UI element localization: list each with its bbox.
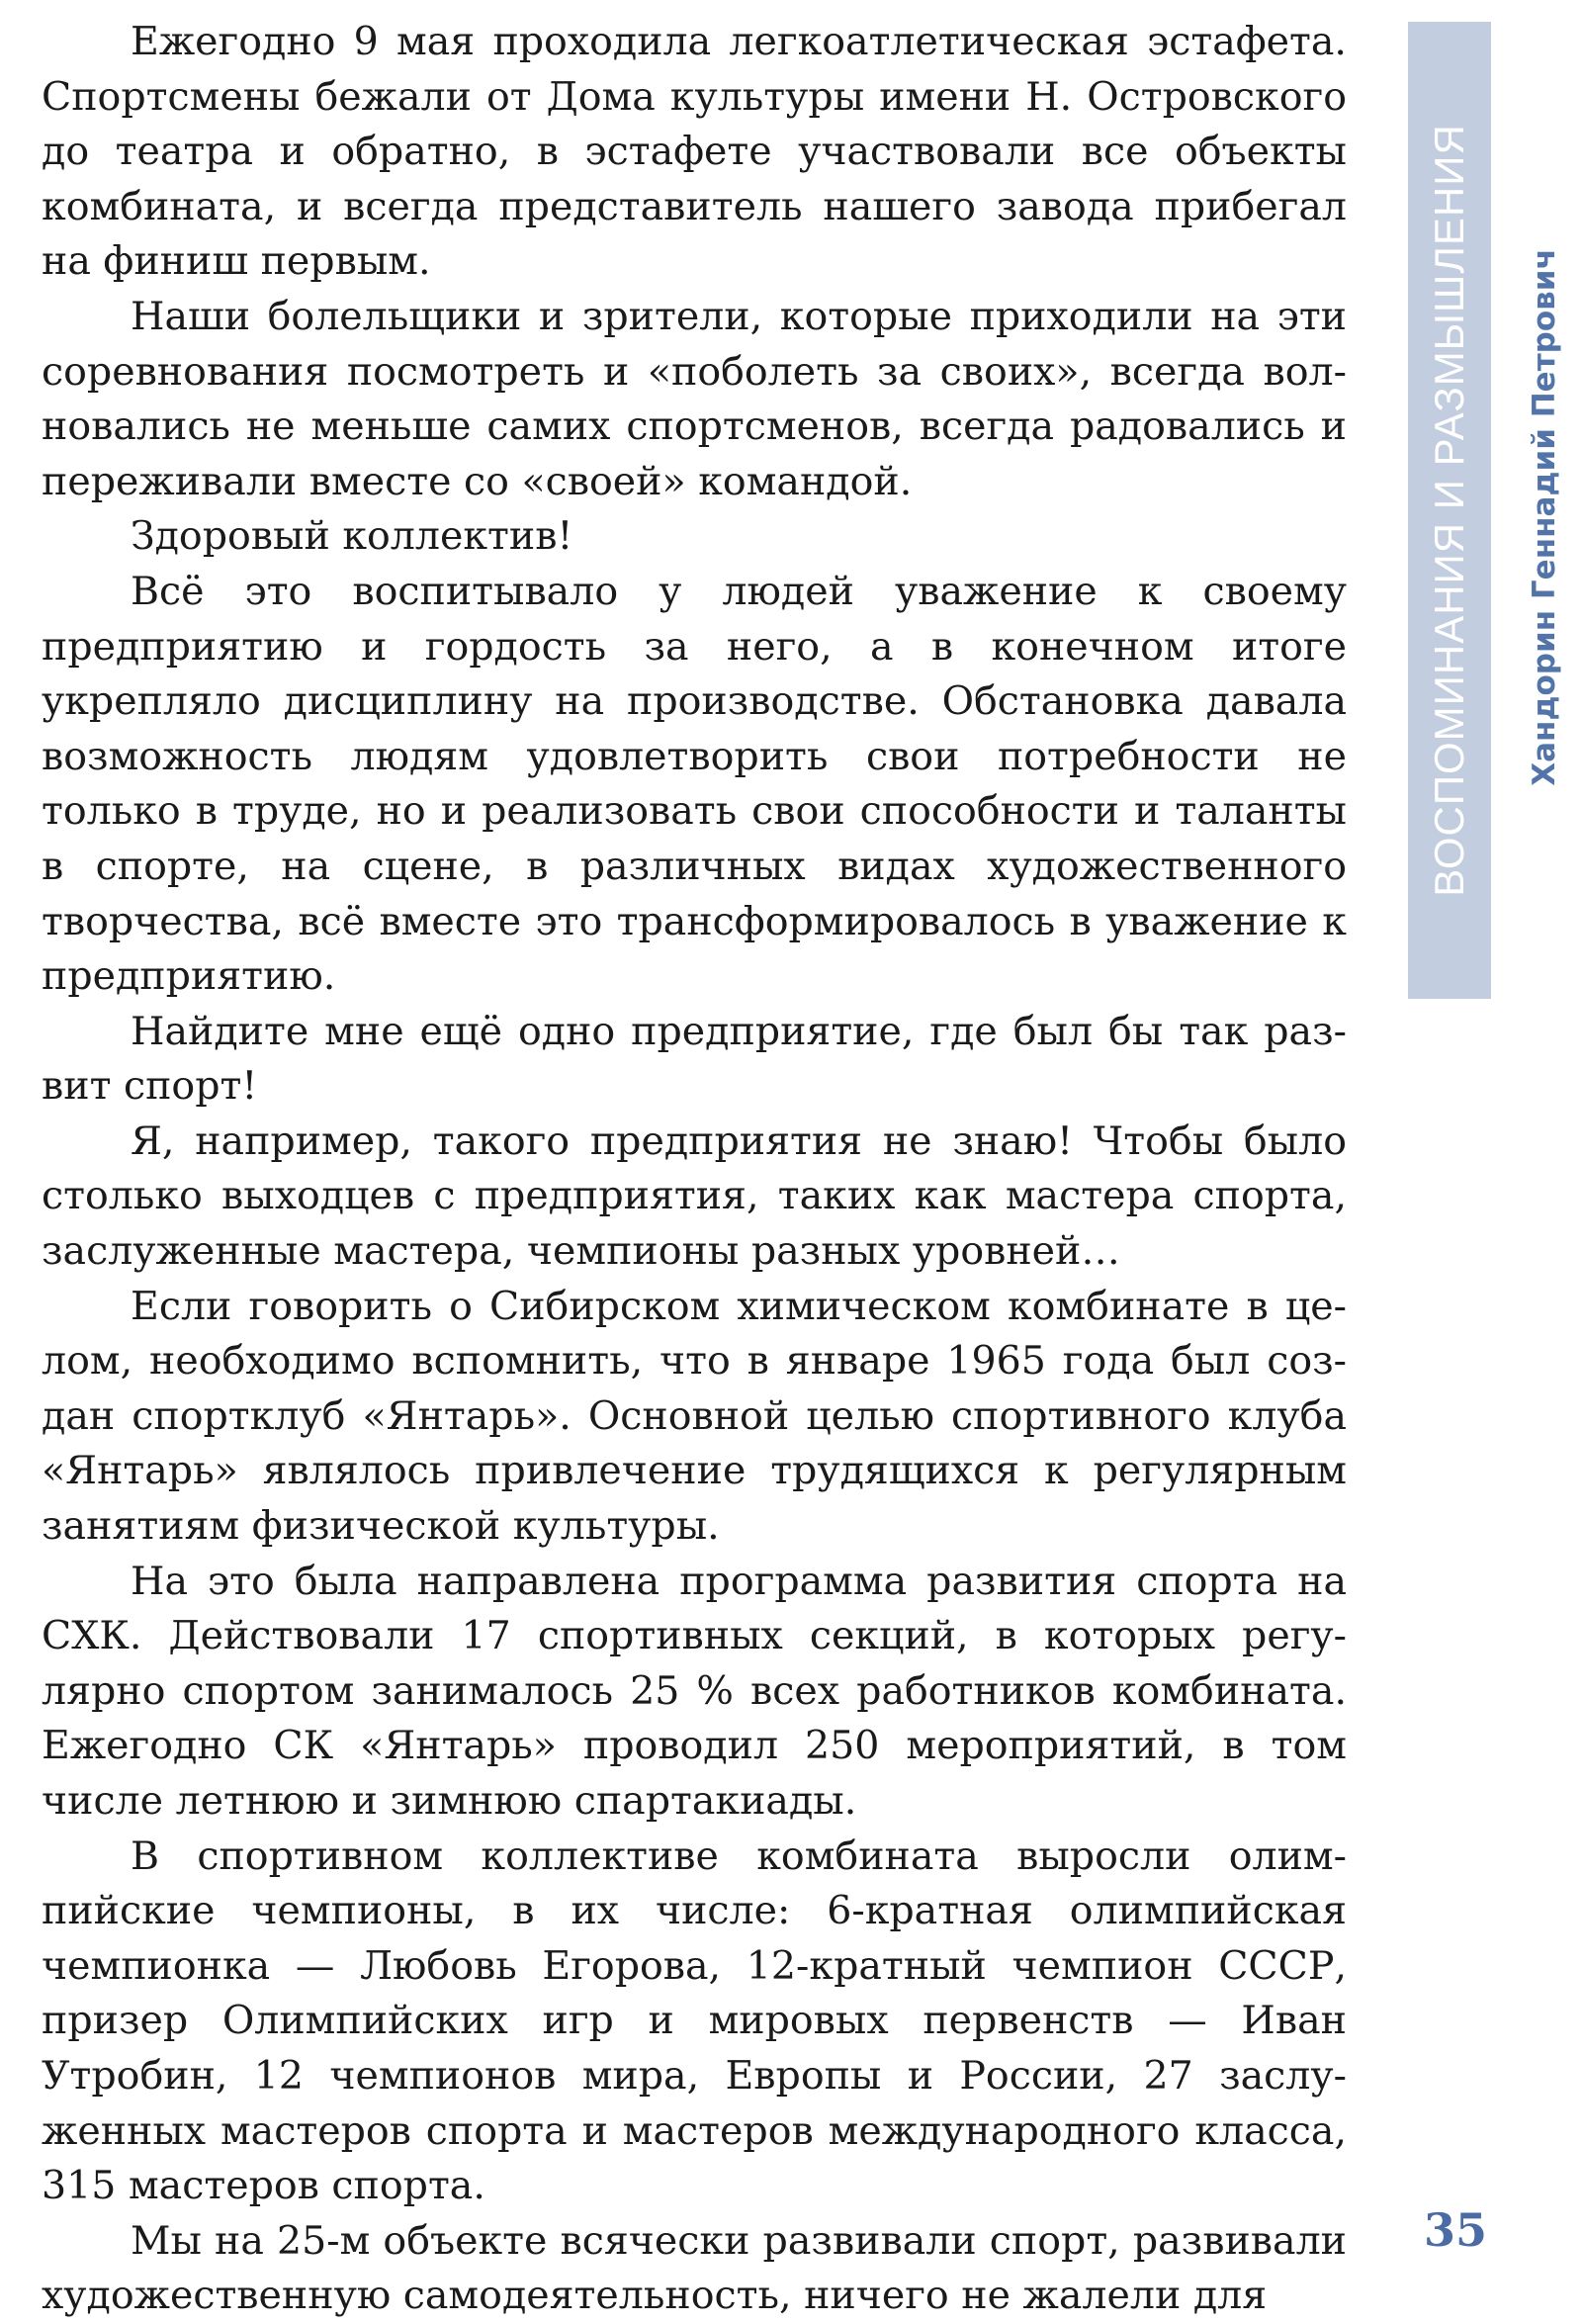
author-name: Хандорин Геннадий Петрович	[1527, 248, 1562, 786]
page-body	[42, 15, 1347, 2324]
page-number: 35	[1424, 2203, 1488, 2257]
paragraph: В спортивном коллективе комбината выросли олимпийские чемпионы, в их числе: 6-кратная олимпийская чемпионка — Любовь Егорова, 12-кратный чемпион СССР, призер Олимпийских игр и мировых первенств — Иван Утробин, 12 чемпионов мира, Европы и России, 27 заслуженных мастеров спорта и мастеров международного класса, 315 мастеров спорта.	[42, 1832, 1347, 2209]
paragraph: Найдите мне ещё одно предприятие, где был бы так развит спорт!	[42, 1008, 1347, 1110]
paragraph: Если говорить о Сибирском химическом комбинате в целом, необходимо вспомнить, что в январе 1965 года был создан спортклуб «Янтарь». Основной целью спортивного клуба «Янтарь» являлось привлечение трудящихся к регулярным занятиям физической культуры.	[42, 1283, 1347, 1550]
paragraph: Здоровый коллектив!	[131, 513, 573, 560]
section-title-band	[1408, 22, 1491, 999]
author-label	[1519, 225, 1570, 809]
paragraph: Всё это воспитывало у людей уважение к своему предприятию и гордость за него, а в конечном итоге укрепляло дисциплину на производстве. Обстановка давала возможность людям удовлетворить свои потребности не только в труде, но и реализовать свои способности и таланты в спорте, на сцене, в различных видах художественного творчества, всё вместе это трансформировалось в уважение к предприятию.	[42, 568, 1347, 1000]
section-title: ВОСПОМИНАНИЯ И РАЗМЫШЛЕНИЯ	[1426, 124, 1472, 897]
paragraph: На это была направлена программа развития спорта на СХК. Действовали 17 спортивных секций, в которых регулярно спортом занималось 25 % всех работников комбината. Ежегодно СК «Янтарь» проводил 250 мероприятий, в том числе летнюю и зимнюю спартакиады.	[42, 1558, 1347, 1824]
paragraph: Наши болельщики и зрители, которые приходили на эти соревнования посмотреть и «поболеть за своих», всегда волновались не меньше самих спортсменов, всегда радовались и переживали вместе со «своей» командой.	[42, 293, 1347, 504]
paragraph: Я, например, такого предприятия не знаю! Чтобы было столько выходцев с предприятия, таких как мастера спорта, заслуженные мастера, чемпионы разных уровней…	[42, 1117, 1347, 1275]
paragraph: Мы на 25-м объекте всячески развивали спорт, развивали художественную самодеятельность, ничего не жалели для	[42, 2217, 1347, 2319]
paragraph: Ежегодно 9 мая проходила легкоатлетическая эстафета. Спортсмены бежали от Дома культуры имени Н. Островского до театра и обратно, в эстафете участвовали все объекты комбината, и всегда представитель нашего завода прибегал на финиш первым.	[42, 19, 1347, 285]
